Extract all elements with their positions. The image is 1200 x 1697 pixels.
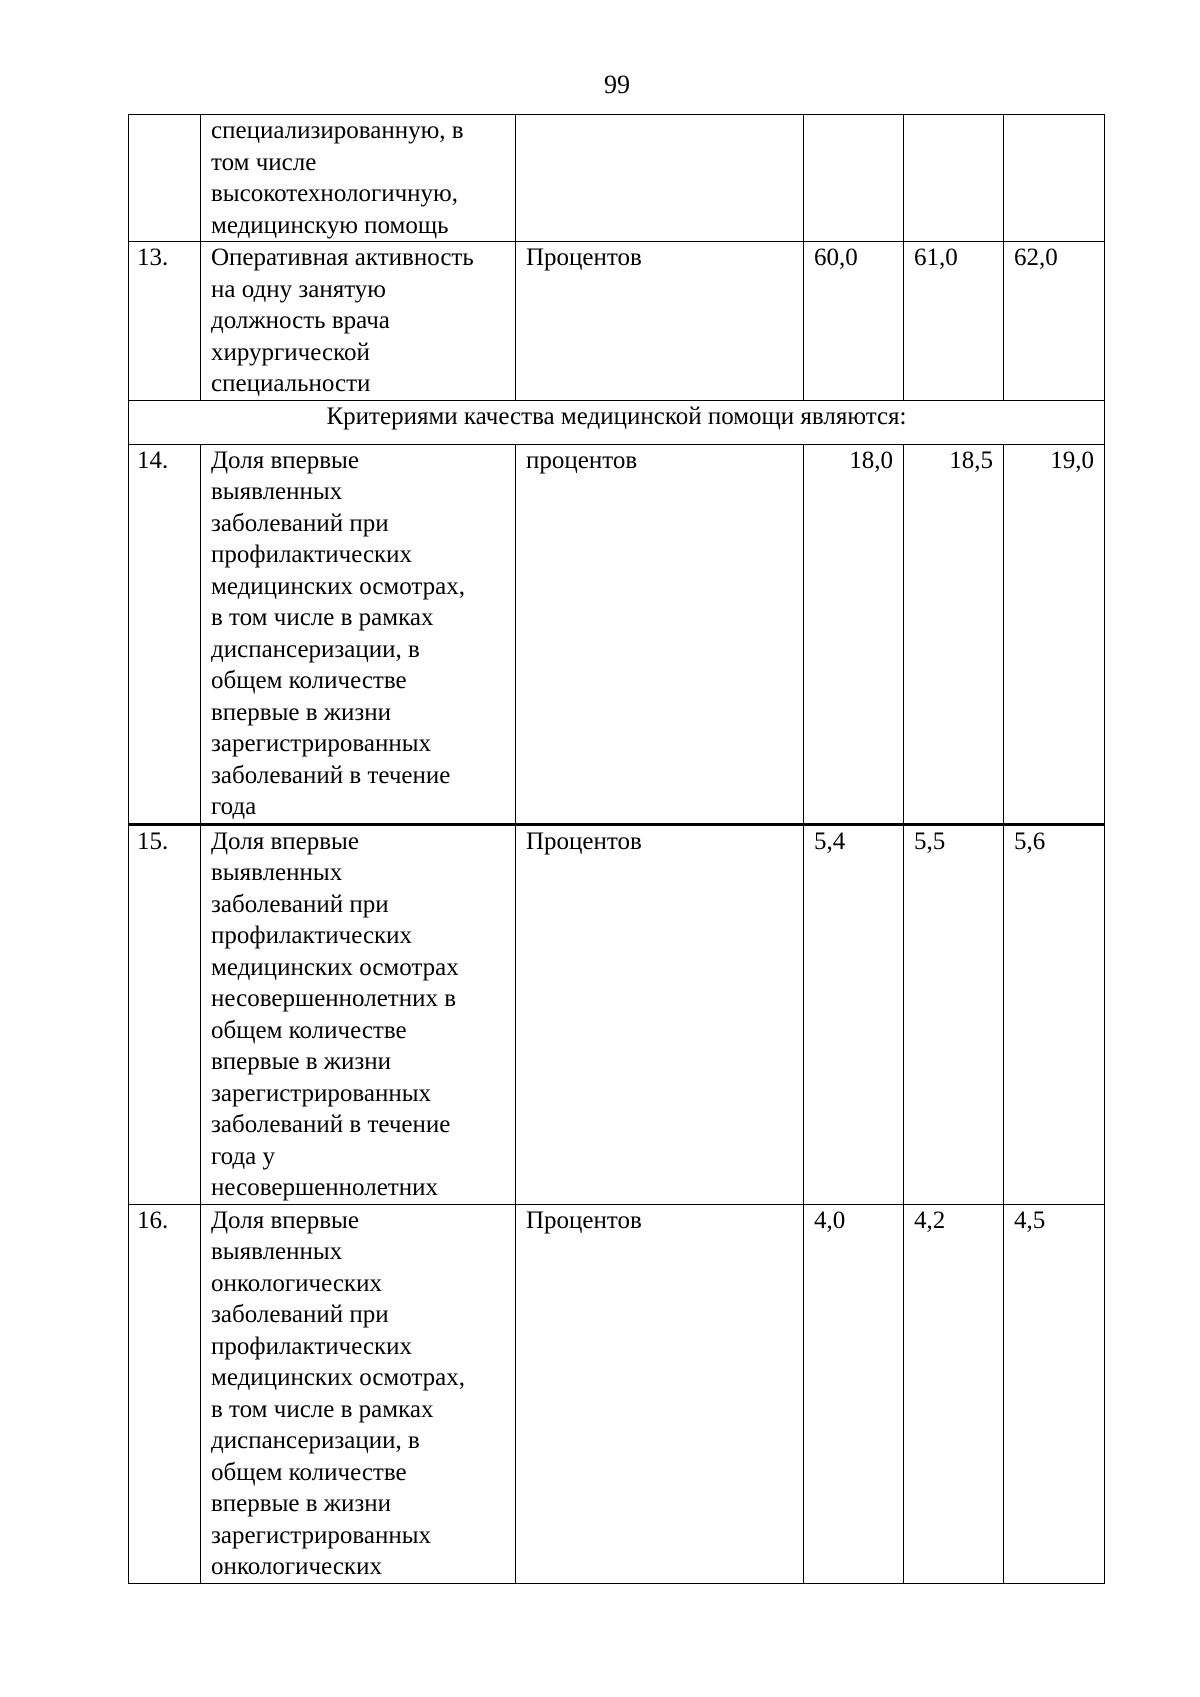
indicator-name: Оперативная активность на одну занятую должность врача хирургической специальности [201,242,516,401]
table-row [129,824,1105,1204]
value-cell [904,115,1004,242]
value-cell [1004,115,1105,242]
value-cell: 5,6 [1004,824,1105,1204]
indicator-name: специализированную, в том числе высокотехнологичную, медицинскую помощь [201,115,516,242]
row-number: 14. [129,444,201,824]
indicator-name: Доля впервые выявленных заболеваний при профилактических медицинских осмотрах несовершеннолетних в общем количестве впервые в жизни зарегистрированных заболеваний в течение года у несовершеннолетних [201,824,516,1204]
unit-cell: процентов [516,444,804,824]
unit-cell: Процентов [516,242,804,401]
value-cell [804,115,904,242]
section-heading: Критериями качества медицинской помощи являются: [129,400,1105,444]
section-row [129,400,1105,444]
row-number [129,115,201,242]
value-cell: 5,4 [804,824,904,1204]
value-cell: 18,5 [904,444,1004,824]
unit-cell: Процентов [516,1204,804,1583]
value-cell: 4,2 [904,1204,1004,1583]
row-number: 16. [129,1204,201,1583]
table-row [129,242,1105,401]
table-row [129,1204,1105,1583]
indicator-name: Доля впервые выявленных онкологических заболеваний при профилактических медицинских осмотрах, в том числе в рамках диспансеризации, в общем количестве впервые в жизни зарегистрированных онкологических [201,1204,516,1583]
value-cell: 4,0 [804,1204,904,1583]
row-number: 15. [129,824,201,1204]
value-cell: 19,0 [1004,444,1105,824]
value-cell: 18,0 [804,444,904,824]
page-number: 99 [604,70,630,99]
table-row [129,115,1105,242]
indicators-table [128,114,1105,1584]
value-cell: 4,5 [1004,1204,1105,1583]
value-cell: 61,0 [904,242,1004,401]
value-cell: 62,0 [1004,242,1105,401]
table-row [129,444,1105,824]
value-cell: 5,5 [904,824,1004,1204]
indicator-name: Доля впервые выявленных заболеваний при профилактических медицинских осмотрах, в том числе в рамках диспансеризации, в общем количестве впервые в жизни зарегистрированных заболеваний в течение года [201,444,516,824]
unit-cell [516,115,804,242]
unit-cell: Процентов [516,824,804,1204]
value-cell: 60,0 [804,242,904,401]
row-number: 13. [129,242,201,401]
